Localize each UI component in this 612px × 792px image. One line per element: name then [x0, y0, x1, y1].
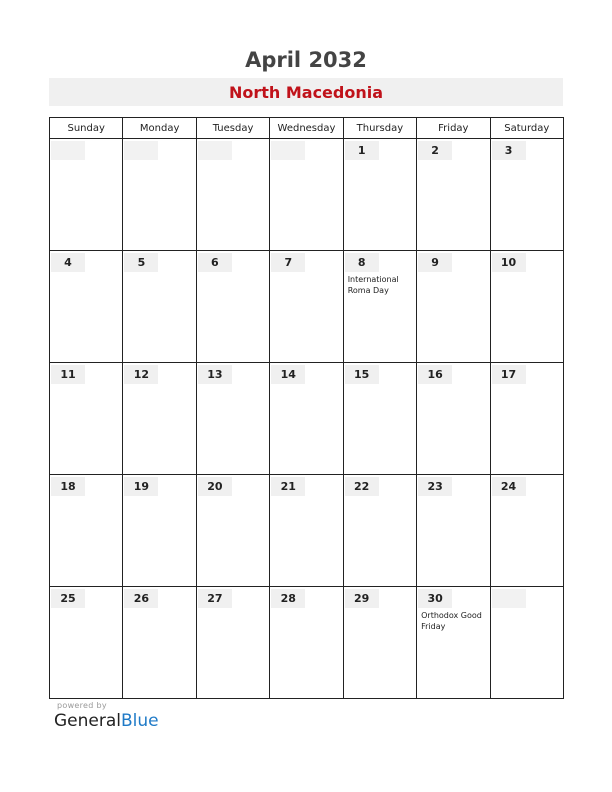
day-number: 20: [198, 477, 232, 496]
day-number: 28: [271, 589, 305, 608]
day-number: 15: [345, 365, 379, 384]
day-cell[interactable]: [490, 251, 563, 363]
week-row: [50, 587, 564, 699]
day-cell[interactable]: [270, 587, 343, 699]
day-number: 1: [345, 141, 379, 160]
day-number: [198, 141, 232, 160]
day-cell[interactable]: [490, 363, 563, 475]
week-row: [50, 139, 564, 251]
day-number: 23: [418, 477, 452, 496]
day-number: 4: [51, 253, 85, 272]
day-number: 5: [124, 253, 158, 272]
day-number: [271, 141, 305, 160]
day-cell[interactable]: [417, 587, 490, 699]
page-title: April 2032: [245, 48, 367, 72]
day-number: 2: [418, 141, 452, 160]
day-cell[interactable]: [50, 139, 123, 251]
day-cell[interactable]: [490, 139, 563, 251]
brand-general: General: [54, 711, 121, 731]
day-number: 14: [271, 365, 305, 384]
week-row: [50, 251, 564, 363]
day-number: 30: [418, 589, 452, 608]
day-cell[interactable]: [196, 251, 269, 363]
day-cell[interactable]: [270, 251, 343, 363]
week-row: [50, 475, 564, 587]
day-number: 7: [271, 253, 305, 272]
week-row: [50, 363, 564, 475]
day-cell[interactable]: [490, 475, 563, 587]
day-number: 10: [492, 253, 526, 272]
weekday-thursday: Thursday: [343, 118, 416, 139]
day-number: [492, 589, 526, 608]
day-cell[interactable]: [417, 251, 490, 363]
day-cell[interactable]: [50, 251, 123, 363]
day-cell[interactable]: [123, 363, 196, 475]
day-number: 17: [492, 365, 526, 384]
day-cell[interactable]: [123, 139, 196, 251]
powered-by-label: powered by: [57, 701, 107, 710]
day-number: 24: [492, 477, 526, 496]
weekday-monday: Monday: [123, 118, 196, 139]
day-cell[interactable]: [417, 363, 490, 475]
day-cell[interactable]: [343, 363, 416, 475]
weekday-sunday: Sunday: [50, 118, 123, 139]
weekday-tuesday: Tuesday: [196, 118, 269, 139]
day-cell[interactable]: [123, 251, 196, 363]
day-cell[interactable]: [270, 363, 343, 475]
day-number: 27: [198, 589, 232, 608]
day-number: [124, 141, 158, 160]
day-number: 3: [492, 141, 526, 160]
day-cell[interactable]: [196, 363, 269, 475]
day-number: 26: [124, 589, 158, 608]
day-number: 13: [198, 365, 232, 384]
day-number: 12: [124, 365, 158, 384]
day-cell[interactable]: [417, 475, 490, 587]
day-number: [51, 141, 85, 160]
day-number: 11: [51, 365, 85, 384]
holiday-label: Orthodox Good Friday: [421, 611, 482, 631]
day-number: 18: [51, 477, 85, 496]
day-number: 22: [345, 477, 379, 496]
day-cell[interactable]: [196, 475, 269, 587]
weekday-wednesday: Wednesday: [270, 118, 343, 139]
day-cell[interactable]: [490, 587, 563, 699]
day-cell[interactable]: [123, 475, 196, 587]
weekday-friday: Friday: [417, 118, 490, 139]
country-banner: [49, 78, 563, 106]
weekday-header-row: [50, 118, 564, 139]
day-cell[interactable]: [343, 587, 416, 699]
day-number: 19: [124, 477, 158, 496]
day-cell[interactable]: [196, 139, 269, 251]
day-cell[interactable]: [343, 251, 416, 363]
day-cell[interactable]: [270, 139, 343, 251]
day-number: 16: [418, 365, 452, 384]
day-cell[interactable]: [50, 475, 123, 587]
country-name: North Macedonia: [228, 82, 384, 102]
generalblue-logo[interactable]: [54, 711, 159, 731]
day-cell[interactable]: [196, 587, 269, 699]
weekday-saturday: Saturday: [490, 118, 563, 139]
day-cell[interactable]: [50, 363, 123, 475]
day-cell[interactable]: [417, 139, 490, 251]
day-cell[interactable]: [343, 139, 416, 251]
day-number: 9: [418, 253, 452, 272]
brand-blue: Blue: [121, 711, 159, 731]
day-cell[interactable]: [123, 587, 196, 699]
day-number: 21: [271, 477, 305, 496]
day-number: 8: [345, 253, 379, 272]
holiday-label: International Roma Day: [347, 275, 399, 295]
day-cell[interactable]: [343, 475, 416, 587]
day-number: 25: [51, 589, 85, 608]
day-number: 6: [198, 253, 232, 272]
day-cell[interactable]: [270, 475, 343, 587]
day-number: 29: [345, 589, 379, 608]
day-cell[interactable]: [50, 587, 123, 699]
calendar-grid: [49, 117, 564, 699]
